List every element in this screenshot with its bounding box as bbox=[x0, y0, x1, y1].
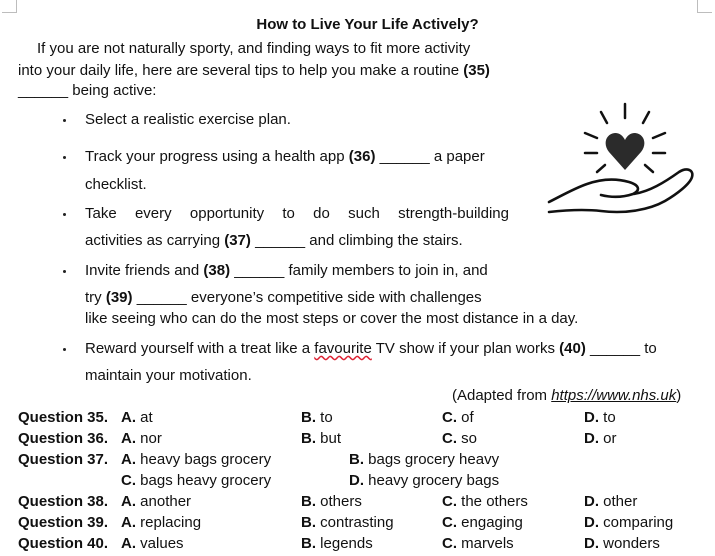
blank-number-40: (40) bbox=[559, 340, 586, 357]
tip-4-blank-text-2: ______ everyone’s competitive side with challenges bbox=[136, 289, 482, 306]
tip-4-text: Invite friends and bbox=[85, 262, 200, 279]
option-letter: B. bbox=[301, 514, 316, 531]
tip-4-line-2 bbox=[85, 289, 482, 307]
answer-option[interactable] bbox=[442, 535, 514, 553]
answer-option[interactable] bbox=[301, 535, 373, 553]
blank-number-35: (35) bbox=[463, 62, 490, 79]
tip-4-text-2: try bbox=[85, 289, 102, 306]
tip-2-line-2: checklist. bbox=[85, 176, 147, 193]
tip-3-word: such bbox=[348, 205, 380, 222]
intro-line-3-text: being active: bbox=[72, 82, 157, 99]
tip-3-word: strength-building bbox=[398, 205, 509, 222]
option-letter: D. bbox=[584, 514, 599, 531]
bullet-1 bbox=[63, 119, 66, 122]
option-text: wonders bbox=[603, 535, 660, 552]
tip-2-blank-text: ______ a paper bbox=[379, 148, 485, 165]
option-letter: C. bbox=[442, 430, 457, 447]
blank-number-36: (36) bbox=[348, 148, 376, 165]
question-label: Question 39. bbox=[18, 514, 109, 531]
option-text: or bbox=[603, 430, 617, 447]
option-text: bags heavy grocery bbox=[140, 472, 272, 489]
answer-option[interactable] bbox=[301, 514, 394, 532]
option-text: engaging bbox=[461, 514, 523, 531]
option-text: heavy grocery bags bbox=[368, 472, 500, 489]
answer-option[interactable] bbox=[301, 493, 362, 511]
option-letter: B. bbox=[301, 409, 316, 426]
tip-3-word: Take bbox=[85, 205, 117, 222]
answer-option[interactable] bbox=[584, 430, 617, 448]
option-text: of bbox=[461, 409, 474, 426]
answer-option[interactable] bbox=[121, 535, 184, 553]
option-letter: B. bbox=[301, 430, 316, 447]
option-text: to bbox=[603, 409, 616, 426]
option-letter: B. bbox=[301, 493, 316, 510]
blank-number-37: (37) bbox=[224, 232, 251, 249]
option-text: heavy bags grocery bbox=[140, 451, 272, 468]
intro-line-3 bbox=[18, 82, 156, 100]
blank-number-39: (39) bbox=[105, 289, 133, 306]
option-letter: B. bbox=[301, 535, 316, 552]
bullet-5 bbox=[63, 348, 66, 351]
tip-3-blank-text: ______ and climbing the stairs. bbox=[255, 232, 463, 249]
option-text: replacing bbox=[140, 514, 202, 531]
option-letter: C. bbox=[442, 409, 457, 426]
tip-3-word: to bbox=[282, 205, 295, 222]
option-letter: A. bbox=[121, 409, 136, 426]
answer-option[interactable] bbox=[584, 514, 673, 532]
tip-5-line-2: maintain your motivation. bbox=[85, 367, 252, 384]
question-label: Question 36. bbox=[18, 430, 109, 447]
tip-3-line-2 bbox=[85, 232, 463, 250]
tip-4-line-1 bbox=[85, 262, 488, 280]
tip-4-line-3: like seeing who can do the most steps or cover the most distance in a day. bbox=[85, 310, 579, 327]
tip-5-text-2: TV show if your plan works bbox=[375, 340, 555, 357]
option-text: nor bbox=[140, 430, 162, 447]
hand-heart-icon bbox=[545, 98, 697, 216]
option-letter: D. bbox=[584, 535, 599, 552]
option-text: values bbox=[140, 535, 184, 552]
source-citation bbox=[452, 387, 681, 405]
intro-line-1: If you are not naturally sporty, and finding ways to fit more activity bbox=[37, 40, 471, 57]
answer-option[interactable] bbox=[349, 451, 499, 469]
option-letter: C. bbox=[442, 514, 457, 531]
question-label: Question 40. bbox=[18, 535, 109, 552]
question-label: Question 37. bbox=[18, 451, 109, 468]
tip-3-word: opportunity bbox=[189, 205, 265, 222]
answer-option[interactable] bbox=[584, 535, 660, 553]
misspelled-word: favourite bbox=[314, 340, 372, 357]
option-letter: A. bbox=[121, 514, 136, 531]
option-text: at bbox=[140, 409, 153, 426]
option-text: marvels bbox=[461, 535, 514, 552]
option-text: comparing bbox=[603, 514, 674, 531]
tip-5-blank-text: ______ to bbox=[590, 340, 657, 357]
source-link[interactable]: https://www.nhs.uk bbox=[551, 387, 677, 404]
tip-5-text: Reward yourself with a treat like a bbox=[85, 340, 311, 357]
option-text: other bbox=[603, 493, 638, 510]
option-letter: D. bbox=[584, 409, 599, 426]
answer-option[interactable] bbox=[301, 409, 333, 427]
answer-option[interactable] bbox=[121, 514, 201, 532]
answer-option[interactable] bbox=[121, 472, 271, 490]
option-text: others bbox=[320, 493, 362, 510]
source-open: (Adapted from bbox=[452, 387, 552, 404]
option-text: legends bbox=[320, 535, 373, 552]
tip-1: Select a realistic exercise plan. bbox=[85, 111, 291, 128]
answer-option[interactable] bbox=[121, 493, 191, 511]
option-letter: A. bbox=[121, 493, 136, 510]
corner-mark-top-right bbox=[697, 0, 712, 13]
answer-option[interactable] bbox=[584, 409, 616, 427]
option-letter: D. bbox=[584, 430, 599, 447]
blank-35: ______ bbox=[18, 82, 69, 99]
tip-5-line-1 bbox=[85, 340, 657, 358]
answer-option[interactable] bbox=[121, 451, 271, 469]
option-letter: C. bbox=[442, 535, 457, 552]
option-letter: B. bbox=[349, 451, 364, 468]
option-letter: C. bbox=[121, 472, 136, 489]
tip-2-line-1 bbox=[85, 148, 485, 166]
tip-4-blank-text: ______ family members to join in, and bbox=[234, 262, 488, 279]
corner-mark-top-left bbox=[2, 0, 17, 13]
blank-number-38: (38) bbox=[203, 262, 231, 279]
option-letter: C. bbox=[442, 493, 457, 510]
option-text: so bbox=[461, 430, 478, 447]
answer-option[interactable] bbox=[121, 430, 162, 448]
passage-title: How to Live Your Life Actively? bbox=[256, 16, 479, 33]
source-close: ) bbox=[676, 387, 682, 404]
option-text: to bbox=[320, 409, 333, 426]
answer-option[interactable] bbox=[442, 493, 528, 511]
option-text: but bbox=[320, 430, 342, 447]
option-letter: A. bbox=[121, 430, 136, 447]
intro-line-2 bbox=[18, 62, 490, 80]
bullet-2 bbox=[63, 156, 66, 159]
option-text: another bbox=[140, 493, 192, 510]
answer-option[interactable] bbox=[442, 514, 523, 532]
intro-line-2-text: into your daily life, here are several tips to help you make a routine bbox=[18, 62, 460, 79]
tip-3-word: do bbox=[313, 205, 330, 222]
option-letter: A. bbox=[121, 535, 136, 552]
bullet-4 bbox=[63, 270, 66, 273]
answer-option[interactable] bbox=[349, 472, 499, 490]
answer-option[interactable] bbox=[442, 430, 477, 448]
question-label: Question 35. bbox=[18, 409, 109, 426]
bullet-3 bbox=[63, 213, 66, 216]
answer-option[interactable] bbox=[121, 409, 153, 427]
option-text: bags grocery heavy bbox=[368, 451, 500, 468]
tip-3-word: every bbox=[134, 205, 172, 222]
option-text: the others bbox=[461, 493, 528, 510]
tip-2-text: Track your progress using a health app bbox=[85, 148, 345, 165]
option-letter: A. bbox=[121, 451, 136, 468]
option-letter: D. bbox=[349, 472, 364, 489]
question-label: Question 38. bbox=[18, 493, 109, 510]
answer-option[interactable] bbox=[442, 409, 474, 427]
heart-icon bbox=[606, 133, 645, 170]
answer-option[interactable] bbox=[584, 493, 637, 511]
tip-3-line-1 bbox=[85, 205, 509, 223]
option-text: contrasting bbox=[320, 514, 394, 531]
tip-3-text: activities as carrying bbox=[85, 232, 221, 249]
answer-option[interactable] bbox=[301, 430, 341, 448]
option-letter: D. bbox=[584, 493, 599, 510]
